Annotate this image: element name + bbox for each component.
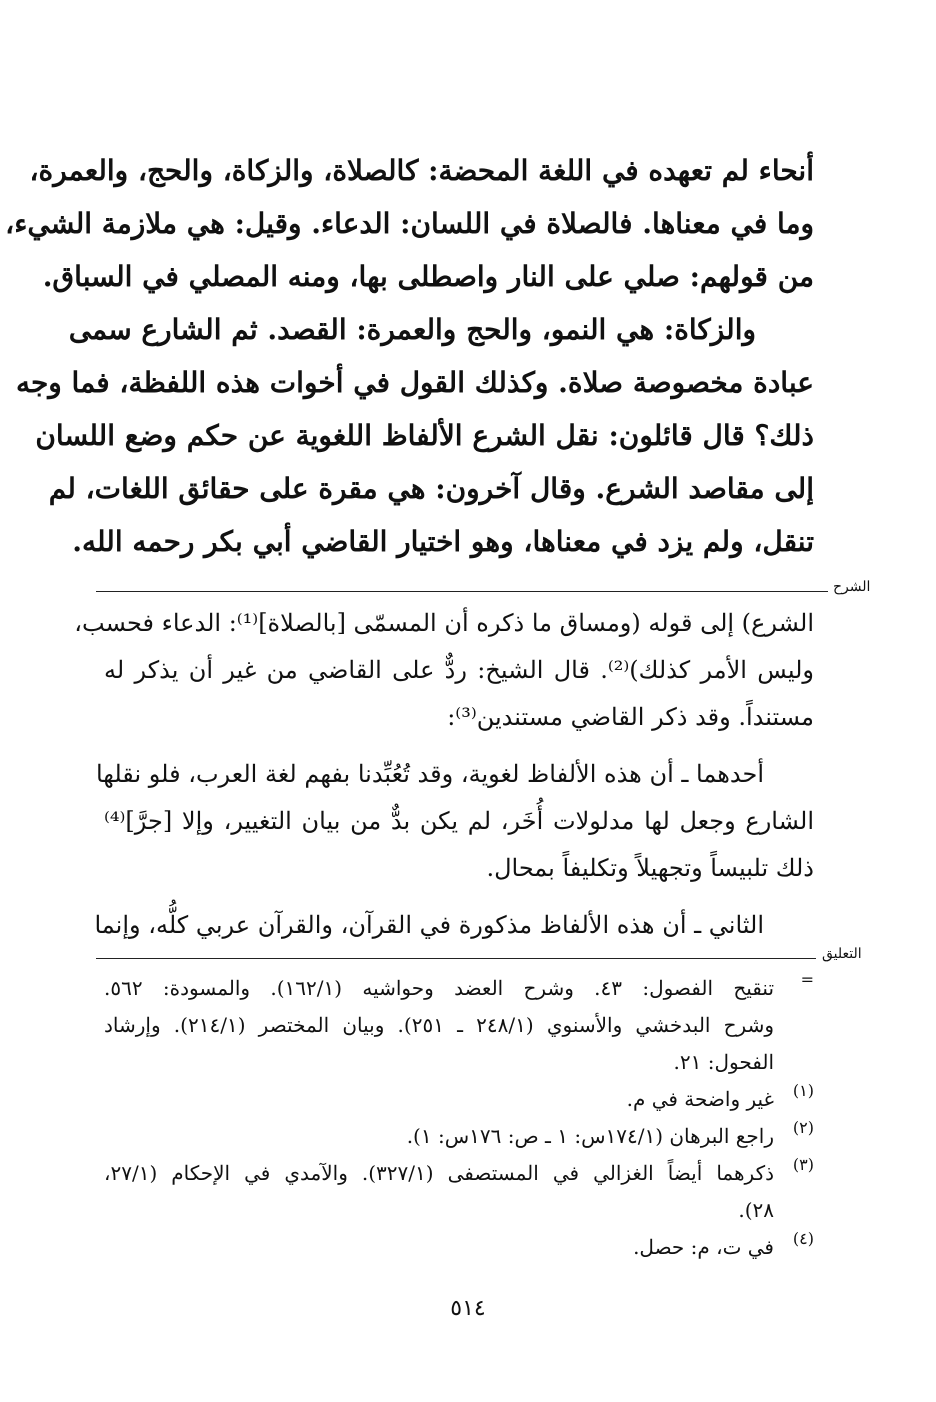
footnote-line: راجع البرهان (١٧٤/١س: ١ ـ ص: ١٧٦س: ١). [406,1124,774,1148]
sharh-line: مستنداً. وقد ذكر القاضي مستندين⁽³⁾: [447,703,814,731]
sharh-line: وليس الأمر كذلك)⁽²⁾. قال الشيخ: ردٌّ على القاضي من غير أن يذكر له [104,656,814,684]
notes-label: التعليق [822,946,862,962]
main-line: وما في معناها. فالصلاة في اللسان: الدعاء. وقيل: هي ملازمة الشيء، [5,207,814,240]
footnote-line: الفحول: ٢١. [673,1050,774,1074]
main-text [5,144,814,568]
footnote-line: غير واضحة في م. [626,1087,774,1111]
footnote-number: (٣) [792,1155,814,1174]
notes-separator [96,958,816,959]
main-line: إلى مقاصد الشرع. وقال آخرون: هي مقرة على حقائق اللغات، لم [48,472,814,505]
footnote-2 [104,1118,814,1155]
sharh-separator [96,591,828,592]
footnote-line: ٢٨). [738,1198,774,1222]
footnote-number: (٤) [792,1229,814,1248]
footnote-line: ذكرهما أيضاً الغزالي في المستصفى (٣٢٧/١). والآمدي في الإحكام (٢٧/١، [104,1161,774,1185]
footnote-line: تنقيح الفصول: ٤٣. وشرح العضد وحواشيه (١٦٢/١). والمسودة: ٥٦٢. [104,976,775,1000]
footnote-number: (١) [792,1081,814,1100]
sharh-line: أحدهما ـ أن هذه الألفاظ لغوية، وقد تُعُبِّدنا بفهم لغة العرب، فلو نقلها [95,760,764,788]
main-line: من قولهم: صلي على النار واصطلى بها، ومنه المصلي في السباق. [42,260,814,293]
footnote-line: في ت، م: حصل. [633,1235,774,1259]
sharh-label: الشرح [833,579,871,595]
footnote-line: وشرح البدخشي والأسنوي (٢٤٨/١ ـ ٢٥١). وبيان المختصر (٢١٤/١). وإرشاد [104,1013,775,1037]
sharh-line: الشرع) إلى قوله (ومساق ما ذكره أن المسمّى [بالصلاة]⁽¹⁾: الدعاء فحسب، [74,609,814,637]
main-line: ذلك؟ قال قائلون: نقل الشرع الألفاظ اللغوية عن حكم وضع اللسان [35,419,814,452]
main-line: والزكاة: هي النمو، والحج والعمرة: القصد. ثم الشارع سمى [68,313,756,346]
footnotes [104,970,814,1266]
sharh-line: الشارع وجعل لها مدلولات أُخَر، لم يكن بدٌّ من بيان التغيير، وإلا [جرَّ]⁽⁴⁾ [104,807,814,835]
main-line: تنقل، ولم يزد في معناها، وهو اختيار القاضي أبي بكر رحمه الله. [72,525,814,558]
footnote-4 [104,1229,814,1266]
continuation-marker: = [800,970,814,989]
page-number: ٥١٤ [450,1296,486,1321]
footnote-3 [104,1155,814,1229]
footnote-continuation [104,970,814,1081]
sharh-line: ذلك تلبيساً وتجهيلاً وتكليفاً بمحال. [486,854,814,882]
sharh-line: الثاني ـ أن هذه الألفاظ مذكورة في القرآن، والقرآن عربي كلُّه، وإنما [94,911,764,939]
main-line: عبادة مخصوصة صلاة. وكذلك القول في أخوات هذه اللفظة، فما وجه [15,366,814,399]
footnote-number: (٢) [792,1118,814,1137]
sharh-text [74,600,814,949]
main-line: أنحاء لم تعهده في اللغة المحضة: كالصلاة، والزكاة، والحج، والعمرة، [29,154,814,187]
footnote-1 [104,1081,814,1118]
